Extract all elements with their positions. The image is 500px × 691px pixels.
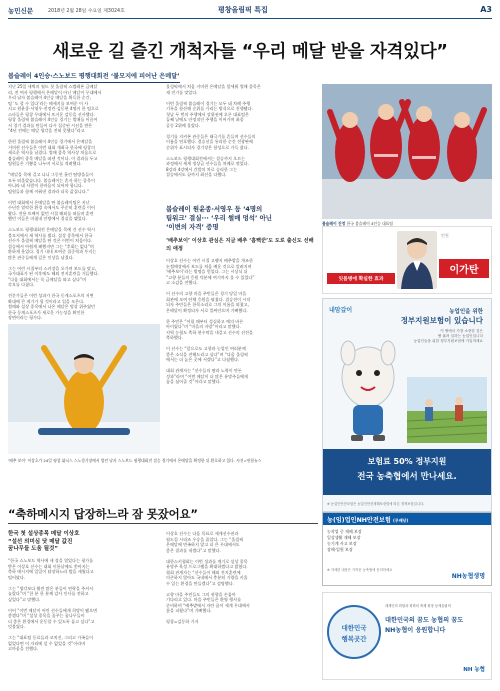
- article-line: 둘째 날에도 안정적인 주행을 이어가며 최종: [166, 117, 244, 122]
- ad-product-name: 이가탄: [439, 259, 489, 278]
- article-line: 8강과 4강에서 간발의 차로 승리한 그는: [166, 166, 238, 172]
- ad-main-line: 대한민국의 꿈도 농협의 꿈도: [385, 617, 464, 624]
- masthead: [8, 5, 492, 19]
- article-line: 장면이라는 평가다.: [8, 315, 43, 320]
- article-line: 스노보드 평행대회전 은메달을 목에 건 선수 역시: [8, 227, 95, 232]
- article-column-2: [166, 84, 316, 202]
- article-line: 기록을 합산해 순위를 가리는 방식으로 진행됐다.: [166, 106, 253, 111]
- article-line: 그는 어린 시절부터 스키장을 오가며 보드를 탔고,: [8, 265, 97, 271]
- article-subhead: 봅슬레이 4인승·스노보드 평행대회전 ‘불모지에 피어난 은메달’: [8, 71, 180, 83]
- article-line: 고향 마을 주민들도 그의 귀향을 손꼽아: [166, 591, 236, 597]
- article-line: 꽃을 피웠다”며 기뻐했다.: [166, 608, 212, 613]
- article-line: 국가대표가 된 이후에도 해외 전지훈련을 거듭했다.: [8, 271, 99, 276]
- article-line: 털어놨다.: [8, 574, 26, 580]
- insurance-advertisement: [322, 298, 492, 512]
- ad-item: 농기계 사고 보장: [327, 541, 357, 546]
- article-line: 썰매와 설상 종목에서 나온 메달은 빙상 위주였던: [8, 304, 95, 309]
- article-line: 전문가들은 이번 성과가 한국 동계스포츠의 저변: [8, 293, 94, 298]
- mascot-illustration: [333, 335, 403, 443]
- article-line: 기다리고 있다. 마을 주민들은 환영 행사를: [166, 597, 242, 602]
- article-line: 싶었다”고 말했다.: [8, 596, 41, 602]
- ad-footer: ※ 자세한 내용은 가까운 농축협에 문의하세요: [327, 568, 393, 572]
- article-line: 새로운 역사를 남겼다. 썰매 종목 역사상 처음으로: [8, 150, 97, 155]
- article-line: 지난 25일 새벽의 월드 첫 올림픽 스켈레톤 금메달: [8, 84, 98, 89]
- article-line: 결승에서 아쉽게 패했지만 그는 “후회는 없다”며: [8, 243, 94, 249]
- article-line: “고향 분들의 응원 덕분에 여기까지 올 수 있었다”: [166, 274, 255, 280]
- pharma-advertisement: [322, 226, 492, 294]
- article-line: 에서는 더 높은 곳에 서겠다”고 다짐했다.: [166, 357, 240, 362]
- article-line: 평창=김동하 기자: [166, 619, 199, 624]
- article-line: 올림픽에서 처음 거머쥔 은메달을 앞세워 썰매 종목은: [166, 84, 261, 89]
- ad-title-tag: (무배당): [393, 518, 409, 523]
- caption-text: 한국 봅슬레이 4인승 대표팀: [346, 221, 393, 226]
- badge-line: 대한민국: [341, 624, 367, 632]
- article-column-1: [8, 84, 160, 320]
- article-line: 이번 대회에서 은메달을 딴 봅슬레이팀은 지난: [8, 199, 90, 205]
- ad-item: 농작업 중 재해 보장: [327, 529, 362, 534]
- pull-quote-line: ‘이변의 자격’ 증명: [166, 223, 219, 231]
- pull-quote-line: 봅슬레이 원윤종·서영우 등 ‘4명의: [166, 205, 263, 213]
- article-line: 이 선수의 고향 마을 주민들은 경기 당일 마을: [166, 291, 247, 296]
- article-line: 이상호 선수는 어린 시절 고랭지 배추밭을 개조한: [166, 258, 253, 263]
- article-line: 축하했다.: [166, 335, 184, 340]
- ad-item-list: [327, 529, 487, 553]
- article-line: “다음 대회에서는 꼭 금메달을 따고 싶다”며: [8, 276, 86, 282]
- nh-brand-logo: NH농협생명: [451, 573, 485, 580]
- article-line: 한국 동계스포츠가 새로운 가능성을 확인한: [8, 309, 85, 315]
- article-line: 은메달이 확정되자 서로 얼싸안으며 기뻐했다.: [166, 307, 248, 313]
- ad-subtext-line: 이 땅에서 가장 소중한 것은: [440, 329, 483, 333]
- article-line: 이름을 연호했다. 결승선을 통과한 순간 전광판에: [166, 139, 253, 144]
- article-line: 좋겠다”며 “설상 종목을 꿈꾸는 꿈나무들이: [8, 613, 85, 618]
- article-line: “메달을 목에 걸고 나니 그동안 흘린 땀방울들이: [8, 172, 94, 177]
- subhead-line: 한국 첫 설상종목 메달 이상호: [8, 531, 80, 537]
- pull-quote: [166, 205, 316, 232]
- article-line: 이번 올림픽 봅슬레이 경기는 모두 네 차례 주행: [166, 100, 251, 106]
- article-line: 팀 ‘도 할 수 있다’라는 메세지를 보여준 이 사: [8, 100, 89, 106]
- article-line: 이 선수는 “앞으로도 고향과 농업인 여러분께: [166, 346, 246, 351]
- article-line: 아이였다”며 “마을의 자랑”이라고 말했다.: [166, 324, 241, 329]
- subsidy-banner: [323, 449, 491, 495]
- banner-line: 보험료 50% 정부지원: [367, 457, 447, 466]
- bottom-story-divider: [8, 523, 318, 524]
- article-line: 지고 원윤종·서영우·전정린·김동현 4명이 한 팀으로: [8, 106, 99, 111]
- article-line: “4년 전에는 메달 생각을 전혀 못했다”라고: [8, 128, 85, 133]
- article-line: 놀랐다”며 “한 분 한 분께 감사 인사를 전하고: [8, 591, 89, 596]
- ad-topline: 세계인의 화합과 평화의 축제 평창 동계올림픽: [385, 604, 451, 608]
- ad-item: 일상생활 재해 보장: [327, 535, 361, 540]
- article-line: 리, 전 여자 평행에서 은메달이 아닌 메달이 무대에서: [8, 89, 102, 95]
- article-line: 불모지에서 새 역사를 썼다. 설상 종목에서 한국: [8, 232, 93, 238]
- article-line: 수 있는 환경을 만들겠다”고 설명했다.: [166, 580, 234, 586]
- bobsleigh-team-photo: [322, 84, 492, 219]
- article-line: 없었다면 이 자리에 설 수 없었을 것”이라며: [8, 640, 86, 646]
- article-line: 선수가 올림픽 메달을 딴 것은 이번이 처음이다.: [8, 238, 93, 243]
- article-line: 결승에서도 끝까지 최선을 다했다.: [166, 172, 227, 177]
- article-line: 첫날 두 번의 주행에서 상위권에 오른 대표팀은: [166, 111, 249, 117]
- section-title: 평창올림픽 특집: [218, 6, 268, 14]
- ad-subtext-line: 농업인들을 위한 정부지원보험에 가입하세요: [413, 339, 483, 343]
- article-line: 공동 2위에 올랐다.: [166, 122, 201, 128]
- article-line: 우리 남자 봅슬레이 4인승 메달을 획득한 순간,: [8, 95, 91, 100]
- bottom-story-subhead: [8, 531, 158, 554]
- article-line: 준비하며 “배추밭에서 자란 꿈이 세계 무대에서: [166, 602, 250, 608]
- article-line: 좋은 소식을 전해드리고 싶다”며 “다음 올림픽: [166, 351, 248, 357]
- article-line: 의존하지 않아도 국내에서 충분히 기량을 키울: [166, 575, 248, 580]
- ad-slogan: 잇몸병에 확실한 효과: [327, 273, 395, 284]
- article-line: 팀원들과 함께 이뤄낸 결과라 더욱 값집니다.”: [8, 188, 90, 194]
- article-line: 스노보드 평행대회전에서는 결승까지 오르는: [166, 155, 246, 161]
- article-line: 회관에 모여 단체 응원을 펼쳤다. 결승전이 시작: [166, 296, 251, 302]
- article-line: 했던 이들은 마침내 안방에서 결실을 맺었다.: [8, 216, 87, 221]
- article-line: 지역 농협도 축하 현수막을 내걸고 선수의 선전을: [166, 329, 253, 335]
- article-line: 이어 “이번 메달이 어린 선수들에게 희망이 됐으면: [8, 607, 98, 613]
- article-line: 대한스키협회는 이번 성과를 계기로 설상 종목: [166, 558, 248, 564]
- section-minihead: ‘배추보이’ 이상호 관심은 지금 배추 ‘흠뻑꾼’도 도로 출신도 선배의 애정: [166, 238, 314, 252]
- ad-logo: 내맘갚이: [329, 307, 353, 314]
- article-line: 서 경기 결과를 만들어 다시 집중된 시선을 받은: [8, 122, 93, 128]
- article-line: 거머쥔 선수들은 이번 대회 개최국 한국에 평창의: [8, 144, 95, 150]
- article-line: “한국 스노보드 역사에 새 장을 열었다는 평가를: [8, 558, 94, 563]
- ad-brand-tag: 인천: [441, 233, 449, 238]
- article-line: 받은 이상호 선수는 대회 이튿날에도 쏟아지는: [8, 563, 90, 569]
- article-line: 한 주민은 “어릴 때부터 성실하고 예의 바른: [166, 318, 244, 324]
- ad-subtext-line: 땀 흘려 일하는 농업인입니다: [437, 334, 483, 338]
- page-headline: 새로운 길 즐긴 개척자들 “우리 메달 받을 자격있다”: [52, 42, 448, 62]
- bottom-story-column-a: [8, 558, 160, 684]
- article-line: 아니라 네 사람이 한마음이 되어야 합니다.: [8, 183, 84, 188]
- subhead-line: “설선 의미심 닷 메달 값진: [8, 538, 73, 545]
- article-line: 많은 관중들에게 깊은 인상을 남겼다.: [8, 254, 74, 260]
- article-line: 각오를 다졌다.: [8, 282, 35, 287]
- ad-main-line: NH농협이 응원합니다: [385, 627, 446, 634]
- banner-line: 전국 농축협에서 만나세요.: [357, 472, 457, 482]
- article-line: 눈썰매장에서 보드를 처음 배운 것으로 알려지며: [166, 263, 252, 269]
- article-line: 은메달에 만족하지 않고 더 큰 무대에서도: [166, 542, 240, 547]
- subhead-line: 꿈나무들 도움 될것”: [8, 546, 58, 552]
- article-line: 그는 “생각보다 훨씬 많은 분들이 연락을 주셔서: [8, 585, 94, 591]
- article-line: 모두 떠올랐습니다. 봅슬레이는 혼자 하는 종목이: [8, 177, 95, 183]
- article-line: 고 소감을 전했다.: [166, 280, 198, 285]
- article-line: 이상호 선수는 다음 목표로 세계선수권과: [166, 531, 239, 536]
- article-line: 유망주 육성 프로그램을 확대하겠다고 밝혔다.: [166, 564, 248, 569]
- ad-title-bar: [323, 513, 491, 525]
- bottom-story-headline: “축하메시지 답장하느라 잠 못잤어요”: [8, 507, 198, 521]
- snowboarder-photo: [8, 324, 160, 454]
- article-line: 한편 올림픽 봅슬레이 4인승 경기에서 은메달을: [8, 139, 93, 144]
- snowboarder-photo-caption: ‘배추 보이’ 이상호가 24일 평창 휘닉스 스노경기장에서 열린 남자 스노보드 평행대회전 결승 경기에서 은메달을 확정한 뒤 환호하고 있다. 사진=연합뉴스: [8, 458, 262, 463]
- article-line: ‘배추보이’라는 별명을 얻었다. 그는 시상식 뒤: [166, 269, 248, 274]
- article-line: 그는 “대표팀 동료들과 코치진, 그리고 가족들이: [8, 635, 94, 640]
- article-line: 협회 관계자는 “선수들이 해외 전지훈련에: [166, 569, 241, 575]
- ad-title: 농(임)업인NH안전보험: [327, 517, 391, 524]
- pull-quote-line: 팀워크’ 결실··· ‘우리 썰매 멍석’ 아닌: [166, 214, 272, 222]
- article-line: 확대에 큰 계기가 될 것이라고 입을 모은다.: [8, 298, 85, 304]
- article-line: 팀원들은 기쁨을 나누며 서로를 격려했다.: [8, 161, 82, 166]
- article-line: 더 좋은 환경에서 운동할 수 있도록 돕고 싶다”고: [8, 618, 95, 624]
- badge-line: 행복곳간: [341, 635, 367, 643]
- issue-date: 2018년 2월 28일 수요일 제3024호: [48, 9, 125, 14]
- article-line: 봅슬레이 종목 메달을 따낸 것이다. 이 결과를 두고: [8, 155, 98, 161]
- page-number: A3: [480, 5, 492, 14]
- nh-insurance-ad: [322, 512, 492, 586]
- article-line: 새 전기를 맞았다.: [166, 89, 198, 95]
- farmland-illustration: [407, 377, 487, 443]
- caption-label: 봅슬레이 진정: [322, 221, 346, 226]
- article-line: 되자 주민들은 한목소리로 그의 이름을 외쳤고,: [166, 302, 249, 307]
- article-line: 고마움을 전했다.: [8, 646, 39, 651]
- happy-granary-badge: [327, 605, 381, 659]
- ad-person-portrait: [397, 231, 437, 289]
- article-line: 대회 관계자는 “선수들의 땀과 노력이 만든: [166, 368, 242, 373]
- ad-title-line: 정부지원보험이 있습니다: [400, 316, 483, 325]
- ad-title-line: 농업인을 위한: [449, 309, 483, 315]
- article-line: 스타들은 평창 무대에서 뜨거운 감동을 선사했다.: [8, 111, 95, 117]
- article-line: 축하 메시지에 일일이 답장하느라 밤을 새웠다고: [8, 569, 94, 574]
- ad-brand: NH 농협: [463, 667, 485, 673]
- ad-footer: ※ 농업인안전보험은 농업인안전재해보장법에 따른 정책보험입니다.: [327, 502, 425, 506]
- article-line: 좋은 결과를 내겠다”고 말했다.: [166, 547, 221, 553]
- bottom-story-column-b: [166, 531, 316, 684]
- article-line: 순위가 표시되자 경기장은 함성으로 가득 찼다.: [166, 144, 249, 150]
- article-line: 경기를 지켜본 관중들은 태극기를 흔들며 선수들의: [166, 133, 256, 139]
- article-line: 과정에서 세계 정상급 선수들을 차례로 꺾었다.: [166, 161, 249, 166]
- newspaper-name: 농민신문: [8, 7, 34, 15]
- article-line: 환하게 웃었다. 경기 내내 보여준 집중력과 투지는: [8, 249, 97, 254]
- article-line: 평창 올림픽 봅슬레이 4인승 경기는 썰매를 이끌어: [8, 117, 98, 122]
- article-line: 수년간 열악한 환경 속에서도 꾸준히 훈련을 이어: [8, 205, 95, 210]
- article-line: 월드컵 시리즈 우승을 꼽았다. 그는 “올림픽: [166, 536, 244, 542]
- article-line: 덧붙였다.: [8, 624, 26, 629]
- article-line: 성과”라며 “이번 메달이 더 많은 유망주들에게: [166, 373, 248, 379]
- article-line: 꿈을 심어줄 것”이라고 말했다.: [166, 379, 221, 384]
- nh-cooperative-ad: [322, 592, 492, 680]
- ad-item: 장해·입원 보장: [327, 547, 353, 552]
- article-line: 왔다. 전용 트랙이 없던 시절 해외를 떠돌며 훈련: [8, 210, 94, 216]
